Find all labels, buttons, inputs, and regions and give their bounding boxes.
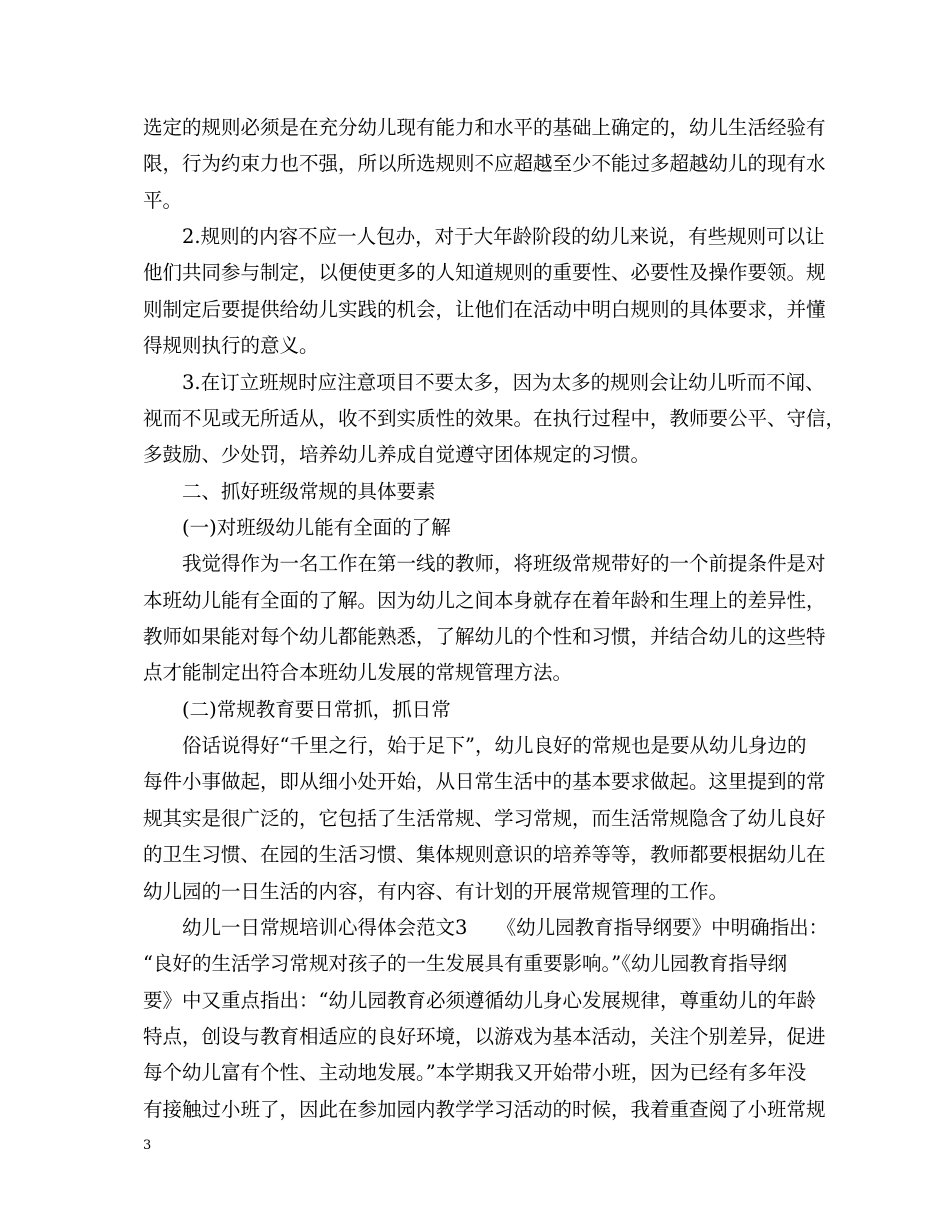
text-line: 俗话说得好“千里之行，始于足下”，幼儿良好的常规也是要从幼儿身边的 bbox=[182, 734, 807, 757]
text-line: 的卫生习惯、在园的生活习惯、集体规则意识的培养等等，教师都要根据幼儿在 bbox=[143, 843, 826, 866]
text-line: 教师如果能对每个幼儿都能熟悉，了解幼儿的个性和习惯，并结合幼儿的这些特 bbox=[143, 625, 826, 648]
text-line: 得规则执行的意义。 bbox=[143, 334, 319, 357]
text-line: 幼儿一日常规培训心得体会范文3 《幼儿园教育指导纲要》中明确指出： bbox=[182, 916, 829, 939]
subsection-heading: (二)常规教育要日常抓，抓日常 bbox=[182, 698, 451, 721]
text-line: 有接触过小班了，因此在参加园内教学学习活动的时候，我着重查阅了小班常规 bbox=[143, 1098, 826, 1121]
text-line: 3.在订立班规时应注意项目不要太多，因为太多的规则会让幼儿听而不闻、 bbox=[182, 371, 825, 394]
text-line: 视而不见或无所适从，收不到实质性的效果。在执行过程中，教师要公平、守信， bbox=[143, 407, 846, 430]
text-line: 平。 bbox=[143, 189, 183, 212]
subsection-heading: (一)对班级幼儿能有全面的了解 bbox=[182, 516, 451, 539]
text-line: 选定的规则必须是在充分幼儿现有能力和水平的基础上确定的，幼儿生活经验有 bbox=[143, 116, 826, 139]
text-line: 点才能制定出符合本班幼儿发展的常规管理方法。 bbox=[143, 661, 573, 684]
text-line: 特点，创设与教育相适应的良好环境，以游戏为基本活动，关注个别差异，促进 bbox=[143, 1025, 826, 1048]
text-line: 多鼓励、少处罚，培养幼儿养成自觉遵守团体规定的习惯。 bbox=[143, 443, 651, 466]
page-number: 3 bbox=[143, 1138, 152, 1153]
text-line: 则制定后要提供给幼儿实践的机会，让他们在活动中明白规则的具体要求，并懂 bbox=[143, 298, 826, 321]
text-line: 要》中又重点指出：“幼儿园教育必须遵循幼儿身心发展规律，尊重幼儿的年龄 bbox=[143, 989, 816, 1012]
text-line: “良好的生活学习常规对孩子的一生发展具有重要影响。”《幼儿园教育指导纲 bbox=[143, 952, 787, 975]
text-line: 幼儿园的一日生活的内容，有内容、有计划的开展常规管理的工作。 bbox=[143, 880, 729, 903]
text-line: 他们共同参与制定，以便使更多的人知道规则的重要性、必要性及操作要领。规 bbox=[143, 261, 826, 284]
text-line: 2.规则的内容不应一人包办，对于大年龄阶段的幼儿来说，有些规则可以让 bbox=[182, 225, 825, 248]
section-heading: 二、抓好班级常规的具体要素 bbox=[182, 480, 436, 503]
text-line: 限，行为约束力也不强，所以所选规则不应超越至少不能过多超越幼儿的现有水 bbox=[143, 152, 826, 175]
text-line: 规其实是很广泛的，它包括了生活常规、学习常规，而生活常规隐含了幼儿良好 bbox=[143, 807, 826, 830]
text-line: 每个幼儿富有个性、主动地发展。”本学期我又开始带小班，因为已经有多年没 bbox=[143, 1061, 807, 1084]
text-line: 我觉得作为一名工作在第一线的教师，将班级常规带好的一个前提条件是对 bbox=[182, 552, 826, 575]
text-line: 本班幼儿能有全面的了解。因为幼儿之间本身就存在着年龄和生理上的差异性， bbox=[143, 589, 826, 612]
text-line: 每件小事做起，即从细小处开始，从日常生活中的基本要求做起。这里提到的常 bbox=[143, 770, 826, 793]
